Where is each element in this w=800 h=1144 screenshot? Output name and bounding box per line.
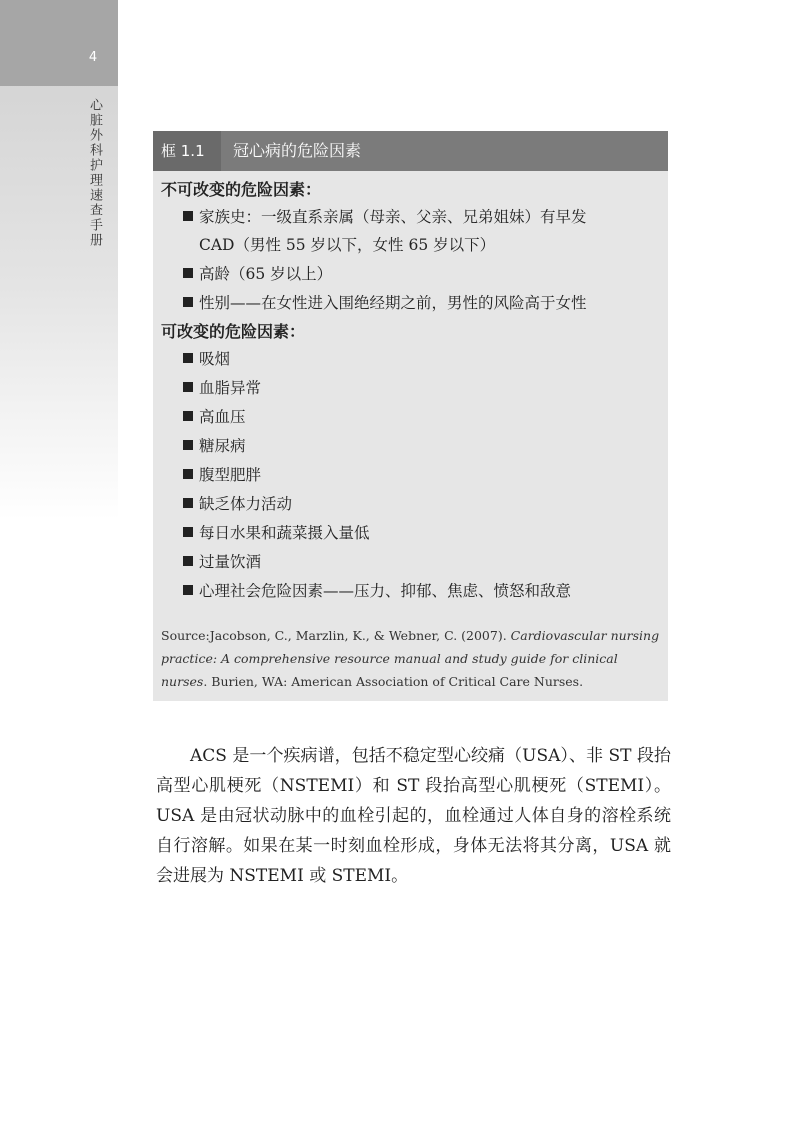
list-item: 心理社会危险因素——压力、抑郁、焦虑、愤怒和敌意 (183, 579, 571, 601)
square-bullet-icon (183, 211, 193, 221)
running-title: 心脏外科护理速查手册 (87, 98, 102, 248)
square-bullet-icon (183, 527, 193, 537)
list-item: 高血压 (183, 405, 246, 427)
square-bullet-icon (183, 498, 193, 508)
page-number: 4 (88, 50, 98, 65)
list-item: 过量饮酒 (183, 550, 261, 572)
square-bullet-icon (183, 585, 193, 595)
box-title: 冠心病的危险因素 (233, 141, 362, 160)
risk-factor-box (153, 131, 668, 701)
square-bullet-icon (183, 556, 193, 566)
box-label: 框 1.1 (153, 131, 221, 171)
source-title: Cardiovascular nursing practice: A comprehensive resource manual and study guide for clinical nurses (161, 628, 660, 689)
source-citation: Source:Jacobson, C., Marzlin, K., & Webner, C. (2007). Cardiovascular nursing practice: A comprehensive resource manual and study guide for clinical nurses. Burien, WA: American Association of Critical Care Nurses. (161, 628, 660, 689)
square-bullet-icon (183, 469, 193, 479)
box-header (153, 131, 668, 171)
square-bullet-icon (183, 382, 193, 392)
body-paragraph: ACS 是一个疾病谱，包括不稳定型心绞痛（USA）、非 ST 段抬高型心肌梗死（NSTEMI）和 ST 段抬高型心肌梗死（STEMI）。USA 是由冠状动脉中的血栓引起的，血栓通过人体自身的溶栓系统自行溶解。如果在某一时刻血栓形成，身体无法将其分离，USA 就会进展为 NSTEMI 或 STEMI。 (156, 746, 671, 886)
list-item: 缺乏体力活动 (183, 492, 292, 514)
list-item: 吸烟 (183, 347, 230, 369)
list-item: 性别——在女性进入围绝经期之前，男性的风险高于女性 (183, 291, 587, 313)
modifiable-heading: 可改变的危险因素： (161, 322, 306, 341)
square-bullet-icon (183, 353, 193, 363)
square-bullet-icon (183, 411, 193, 421)
list-item: 血脂异常 (183, 376, 261, 398)
list-item: 高龄（65 岁以上） (183, 262, 332, 284)
list-item: 家族史：一级直系亲属（母亲、父亲、兄弟姐妹）有早发 (183, 205, 587, 227)
square-bullet-icon (183, 268, 193, 278)
square-bullet-icon (183, 440, 193, 450)
list-item: 每日水果和蔬菜摄入量低 (183, 521, 370, 543)
square-bullet-icon (183, 297, 193, 307)
page-number-block (0, 0, 118, 86)
list-item-continuation: CAD（男性 55 岁以下，女性 65 岁以下） (199, 236, 496, 254)
list-item: 腹型肥胖 (183, 463, 261, 485)
list-item: 糖尿病 (183, 434, 246, 456)
nonmodifiable-heading: 不可改变的危险因素： (161, 180, 322, 199)
